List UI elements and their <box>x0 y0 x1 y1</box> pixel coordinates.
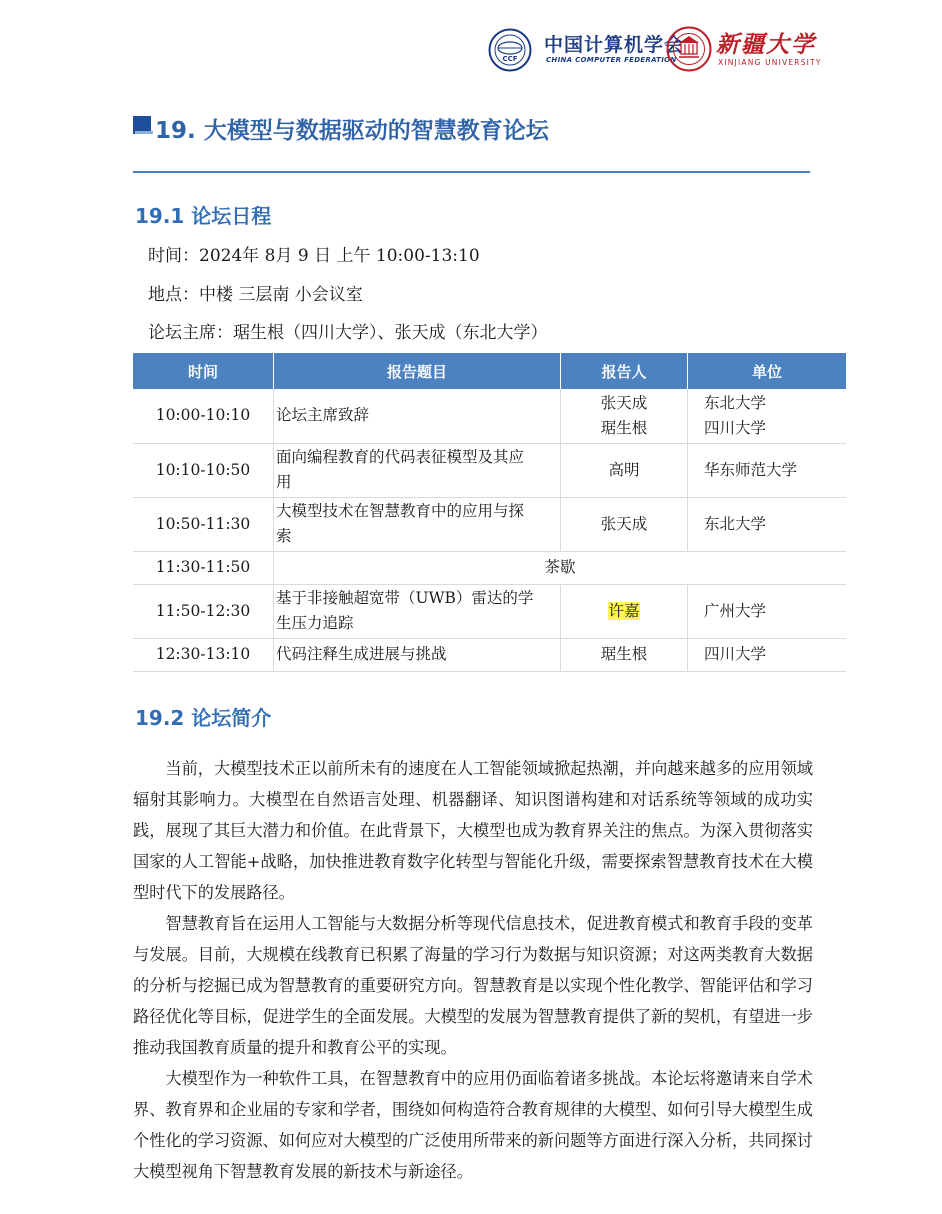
cell-topic: 论坛主席致辞 <box>274 389 561 443</box>
topic-line: 大模型技术在智慧教育中的应用与探 <box>276 502 525 520</box>
unit-name: 四川大学 <box>704 418 767 437</box>
column-header-topic: 报告题目 <box>274 353 561 389</box>
column-header-speaker: 报告人 <box>561 353 688 389</box>
cell-time: 10:00-10:10 <box>133 389 274 443</box>
table-row <box>133 551 846 584</box>
header-logos <box>488 26 822 70</box>
cell-topic <box>274 497 561 551</box>
speaker-name-highlighted: 许嘉 <box>608 601 640 620</box>
chapter-title: 19. 大模型与数据驱动的智慧教育论坛 <box>155 118 549 144</box>
ccf-seal-text: CCF <box>502 55 518 63</box>
cell-speaker: 张天成 <box>561 497 688 551</box>
table-row <box>133 389 846 443</box>
cell-unit: 四川大学 <box>688 638 847 671</box>
chapter-divider <box>133 171 810 173</box>
forum-place: 地点：中楼 三层南 小会议室 <box>148 285 363 305</box>
section-heading-schedule: 19.1 论坛日程 <box>135 204 272 228</box>
column-header-unit: 单位 <box>688 353 847 389</box>
cell-time: 12:30-13:10 <box>133 638 274 671</box>
intro-paragraph: 智慧教育旨在运用人工智能与大数据分析等现代信息技术，促进教育模式和教育手段的变革与发展。目前，大规模在线教育已积累了海量的学习行为数据与知识资源；对这两类教育大数据的分析与挖掘已成为智慧教育的重要研究方向。智慧教育是以实现个性化教学、智能评估和学习路径优化等目标，促进学生的全面发展。大模型的发展为智慧教育提供了新的契机，有望进一步推动我国教育质量的提升和教育公平的实现。 <box>133 914 813 1057</box>
cell-speaker: 高明 <box>561 443 688 497</box>
cell-topic: 代码注释生成进展与挑战 <box>274 638 561 671</box>
cell-topic <box>274 443 561 497</box>
table-row <box>133 443 846 497</box>
cell-time: 11:50-12:30 <box>133 584 274 638</box>
xju-logo-icon <box>666 26 712 72</box>
cell-unit: 广州大学 <box>688 584 847 638</box>
topic-line: 生压力追踪 <box>276 614 354 632</box>
cell-time: 11:30-11:50 <box>133 551 274 584</box>
table-row <box>133 638 846 671</box>
xju-name-en: XINJIANG UNIVERSITY <box>718 58 822 67</box>
speaker-name: 琚生根 <box>600 418 648 437</box>
table-row <box>133 497 846 551</box>
cell-speaker <box>561 584 688 638</box>
cell-time: 10:10-10:50 <box>133 443 274 497</box>
unit-name: 东北大学 <box>704 393 767 412</box>
table-row <box>133 584 846 638</box>
topic-line: 索 <box>276 527 292 545</box>
cell-speaker: 琚生根 <box>561 638 688 671</box>
topic-line: 面向编程教育的代码表征模型及其应 <box>276 448 525 466</box>
table-header-row <box>133 353 846 389</box>
cell-break: 茶歇 <box>274 551 847 584</box>
cell-unit <box>688 389 847 443</box>
cell-unit: 华东师范大学 <box>688 443 847 497</box>
section-heading-intro: 19.2 论坛简介 <box>135 706 272 730</box>
cell-topic <box>274 584 561 638</box>
speaker-name: 张天成 <box>600 393 648 412</box>
ccf-logo-icon <box>488 28 532 72</box>
cell-time: 10:50-11:30 <box>133 497 274 551</box>
column-header-time: 时间 <box>133 353 274 389</box>
xju-name-cn: 新疆大学 <box>716 31 816 58</box>
forum-chairs: 论坛主席：琚生根（四川大学）、张天成（东北大学） <box>148 323 548 343</box>
topic-line: 基于非接触超宽带（UWB）雷达的学 <box>276 589 534 607</box>
forum-time: 时间：2024年 8月 9 日 上午 10:00-13:10 <box>148 246 480 266</box>
schedule-table <box>133 353 846 672</box>
intro-paragraph: 当前，大模型技术正以前所未有的速度在人工智能领域掀起热潮，并向越来越多的应用领域辐射其影响力。大模型在自然语言处理、机器翻译、知识图谱构建和对话系统等领域的成功实践，展现了其巨大潜力和价值。在此背景下，大模型也成为教育界关注的焦点。为深入贯彻落实国家的人工智能+战略，加快推进教育数字化转型与智能化升级，需要探索智慧教育技术在大模型时代下的发展路径。 <box>133 759 813 902</box>
heading-square-icon <box>133 116 151 134</box>
ccf-name-en: CHINA COMPUTER FEDERATION <box>546 56 677 64</box>
cell-speaker <box>561 389 688 443</box>
ccf-name-cn: 中国计算机学会 <box>544 34 685 56</box>
cell-unit: 东北大学 <box>688 497 847 551</box>
intro-body <box>133 753 813 1187</box>
topic-line: 用 <box>276 473 292 491</box>
intro-paragraph: 大模型作为一种软件工具，在智慧教育中的应用仍面临着诸多挑战。本论坛将邀请来自学术界、教育界和企业届的专家和学者，围绕如何构造符合教育规律的大模型、如何引导大模型生成个性化的学习资源、如何应对大模型的广泛使用所带来的新问题等方面进行深入分析，共同探讨大模型视角下智慧教育发展的新技术与新途径。 <box>133 1069 813 1181</box>
